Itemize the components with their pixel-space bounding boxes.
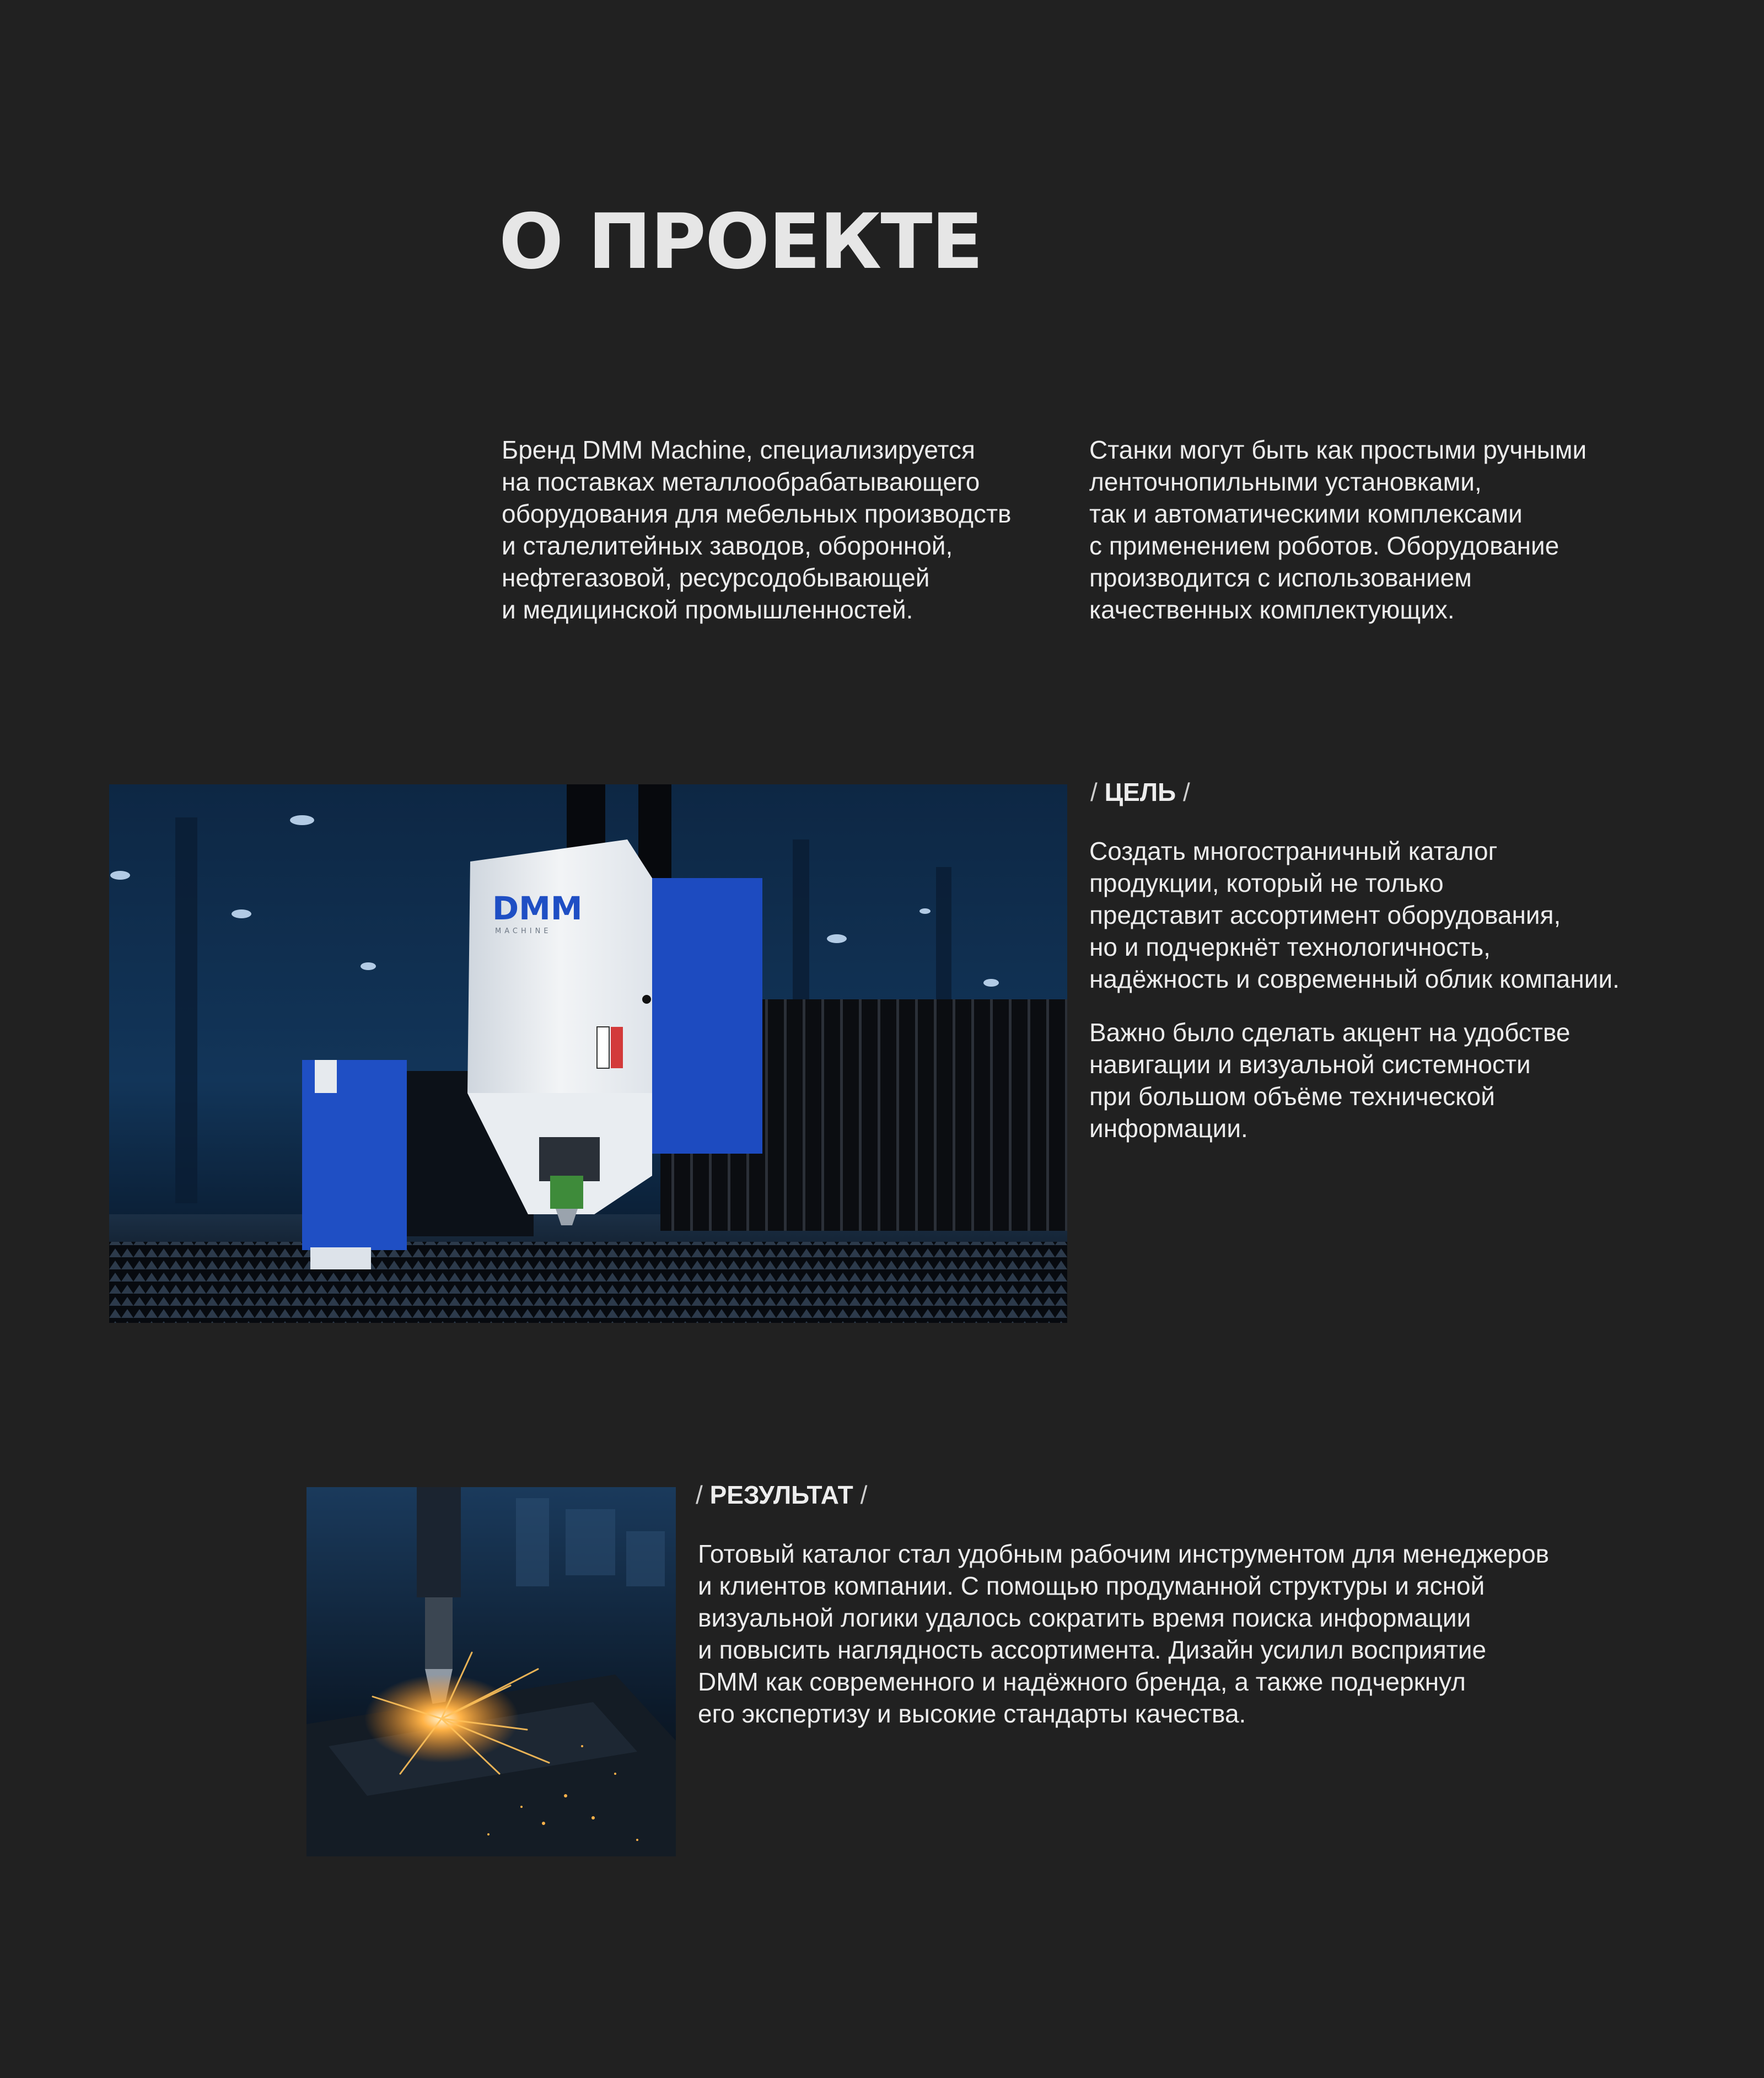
result-label: / РЕЗУЛЬТАТ / — [696, 1481, 868, 1509]
result-paragraph: Готовый каталог стал удобным рабочим инструментом для менеджеров и клиентов компании. С помощью продуманной структуры и ясной визуальной логики удалось сократить время поиска информации и повысить наглядность ассортимента. Дизайн усилил восприятие DMM как современного и надёжного бренда, а также подчеркнул его экспертизу и высокие стандарты качества. — [698, 1539, 1550, 1728]
goal-paragraph-1: Создать многостраничный каталог продукции, который не только представит ассортимент оборудования, но и подчеркнёт технологичность, надёжность и современный облик компании. — [1089, 837, 1620, 993]
intro-left-text: Бренд DMM Machine, специализируется на поставках металлообрабатывающего оборудования для мебельных производств и сталелитейных заводов, оборонной, нефтегазовой, ресурсодобывающей и медицинской промышленностей. — [502, 435, 1012, 624]
goal-label-text: ЦЕЛЬ — [1104, 778, 1176, 806]
machine-photo — [109, 784, 1067, 1323]
page-title: О ПРОЕКТЕ — [499, 197, 982, 286]
goal-paragraph-2: Важно было сделать акцент на удобстве навигации и визуальной системности при большом объёме технической информации. — [1089, 1018, 1571, 1143]
intro-right-text: Станки могут быть как простыми ручными ленточнопильными установками, так и автоматическими комплексами с применением роботов. Оборудование производится с использованием качественных комплектующих. — [1089, 435, 1587, 624]
sparks-photo — [306, 1487, 676, 1856]
goal-label: / ЦЕЛЬ / — [1090, 778, 1190, 806]
dmm-logo-subtext: MACHINE — [495, 927, 552, 935]
result-label-text: РЕЗУЛЬТАТ — [709, 1481, 853, 1509]
dmm-logo-text: DMM — [492, 890, 583, 927]
